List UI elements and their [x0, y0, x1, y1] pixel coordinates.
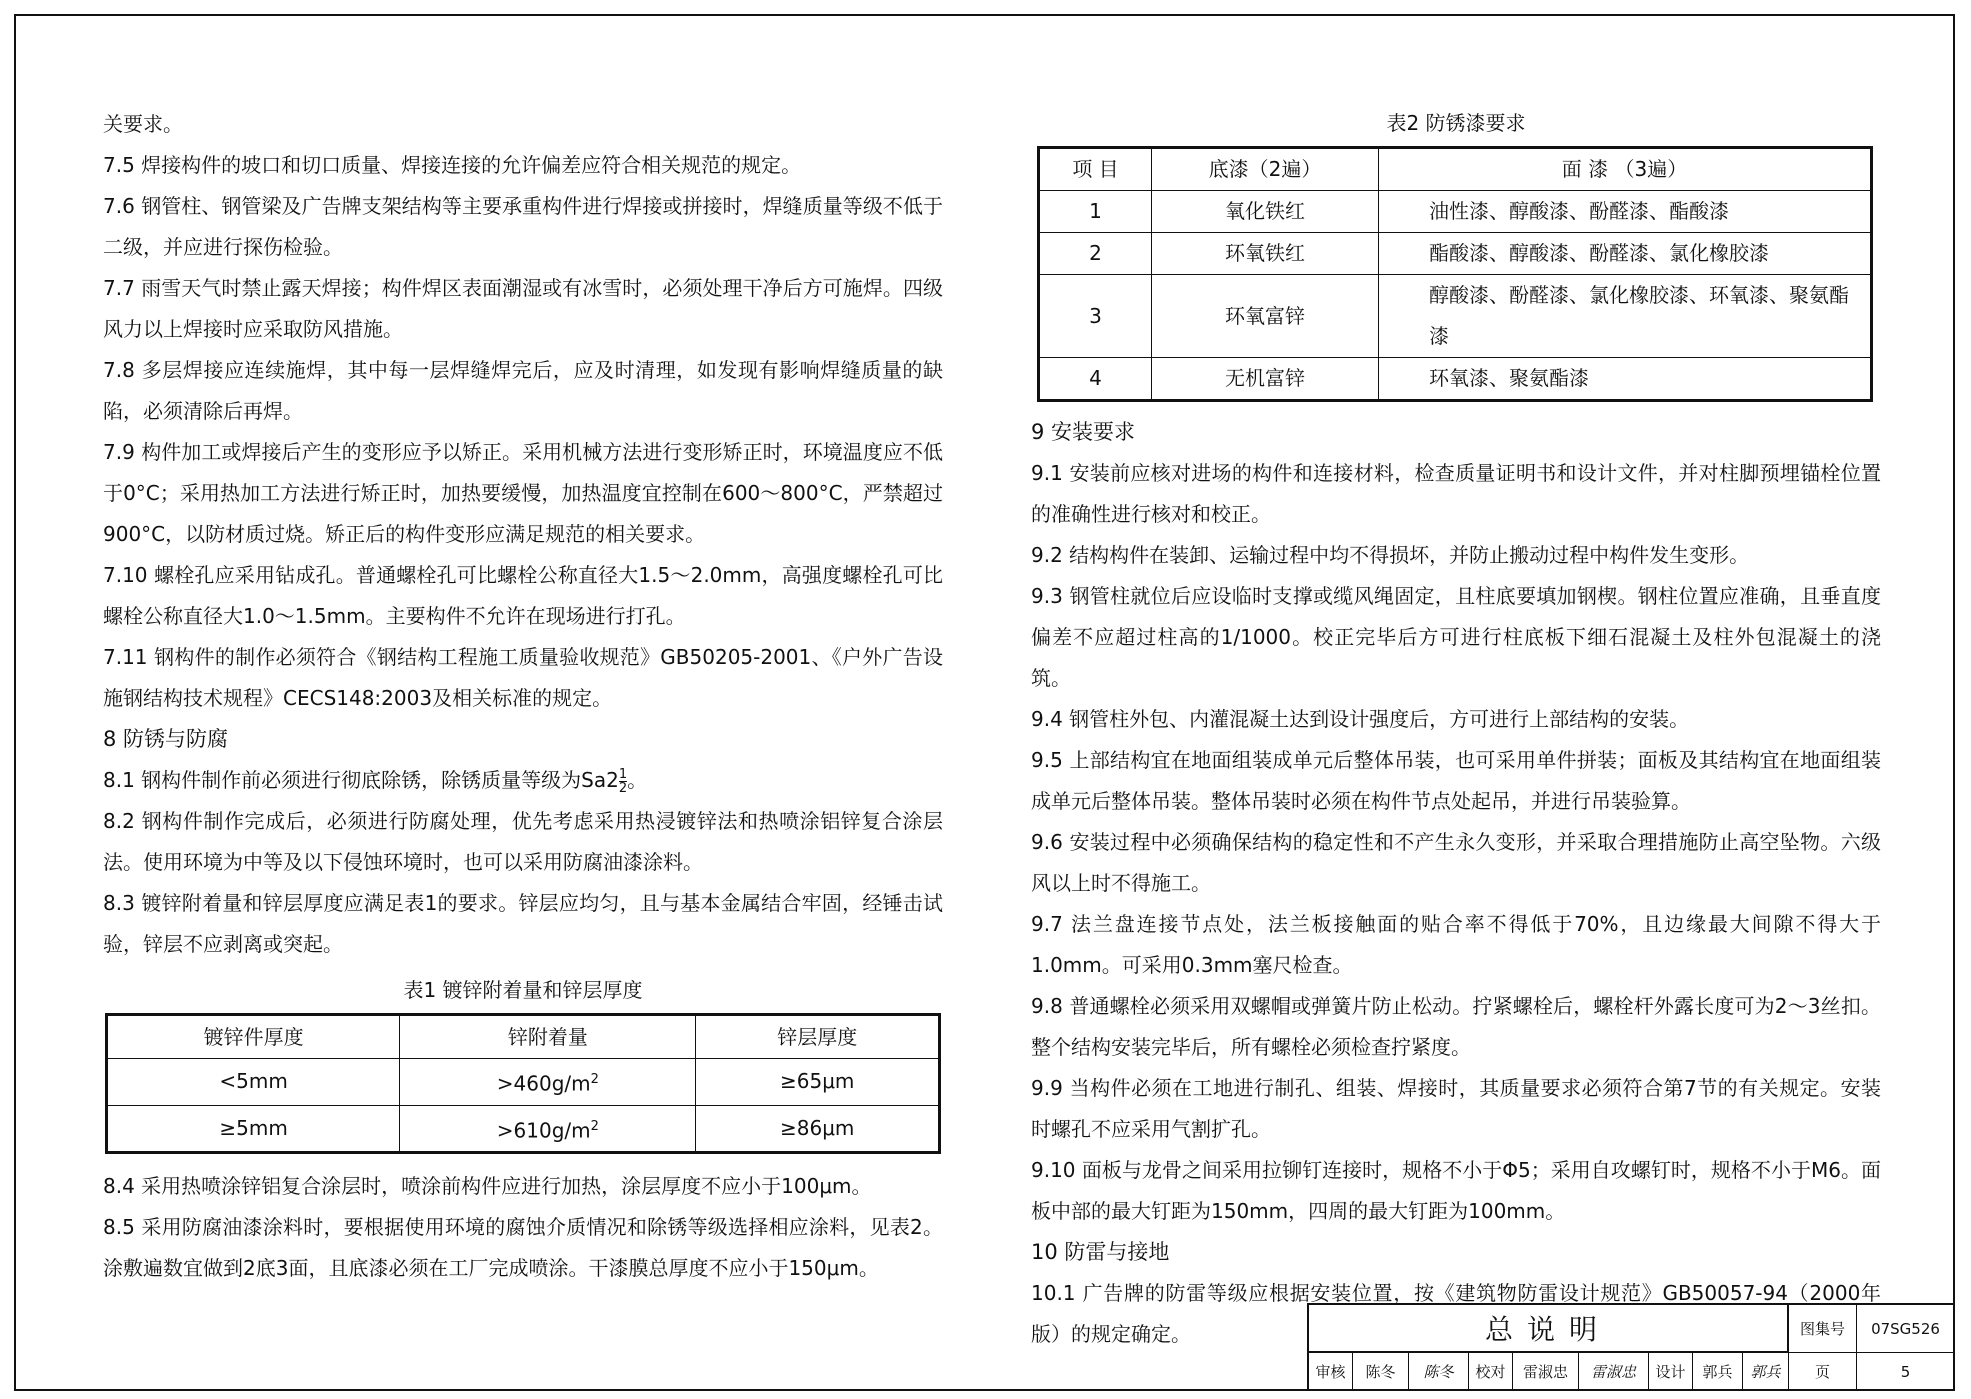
table-row: [1039, 358, 1872, 401]
paragraph-7-7: 7.7 雨雪天气时禁止露天焊接；构件焊区表面潮湿或有冰雪时，必须处理干净后方可施焊。四级风力以上焊接时应采取防风措施。: [103, 276, 943, 341]
paragraph-8-1-text: 8.1 钢构件制作前必须进行彻底除锈，除锈质量等级为Sa2: [103, 768, 619, 792]
paragraph-9-2: 9.2 结构构件在装卸、运输过程中均不得损坏，并防止搬动过程中构件发生变形。: [1031, 543, 1750, 567]
table-row: [1039, 275, 1872, 358]
table2-header-primer: 底漆（2遍）: [1152, 148, 1379, 191]
fraction-denominator: 2: [618, 781, 628, 796]
paragraph-10-1: 10.1 广告牌的防雷等级应根据安装位置，按《建筑物防雷设计规范》GB50057-94（2000年版）的规定确定。: [1031, 1281, 1881, 1346]
paragraph-7-8: 7.8 多层焊接应连续施焊，其中每一层焊缝焊完后，应及时清理，如发现有影响焊缝质量的缺陷，必须清除后再焊。: [103, 358, 943, 423]
amount-value: >610g/m: [496, 1118, 591, 1143]
table-header-row: [1039, 148, 1872, 191]
table2-cell-topcoat: 油性漆、醇酸漆、酚醛漆、酯酸漆: [1379, 191, 1872, 233]
review-label: 审核: [1309, 1353, 1353, 1391]
table-header-row: [107, 1015, 940, 1059]
amount-value: >460g/m: [496, 1071, 591, 1096]
fraction-half: [619, 768, 627, 795]
table2-cell-topcoat: 环氧漆、聚氨酯漆: [1379, 358, 1872, 401]
paragraph-8-4: 8.4 采用热喷涂锌铝复合涂层时，喷涂前构件应进行加热，涂层厚度不应小于100μm。: [103, 1174, 872, 1199]
table2-caption: 表2 防锈漆要求: [1386, 111, 1526, 135]
table1-header-amount: 锌附着量: [400, 1015, 696, 1059]
table2: [1037, 146, 1873, 402]
table-row: [107, 1105, 940, 1153]
paragraph-9-5: 9.5 上部结构宜在地面组装成单元后整体吊装，也可采用单件拼装；面板及其结构宜在地面组装成单元后整体吊装。整体吊装时必须在构件节点处起吊，并进行吊装验算。: [1031, 748, 1881, 813]
checker-name: 雷淑忠: [1513, 1353, 1579, 1391]
checker-signature: 雷淑忠: [1579, 1353, 1649, 1391]
paragraph-continuation: 关要求。: [103, 112, 183, 136]
table2-header-item: 项 目: [1039, 148, 1152, 191]
table2-cell-primer: 无机富锌: [1152, 358, 1379, 401]
paragraph-9-3: 9.3 钢管柱就位后应设临时支撑或缆风绳固定，且柱底要填加钢楔。钢柱位置应准确，且垂直度偏差不应超过柱高的1/1000。校正完毕后方可进行柱底板下细石混凝土及柱外包混凝土的浇筑。: [1031, 584, 1881, 690]
table-row: [1039, 191, 1872, 233]
page-number: 5: [1857, 1353, 1955, 1391]
table2-header-topcoat: 面 漆 （3遍）: [1379, 148, 1872, 191]
reviewer-signature: 陈冬: [1409, 1353, 1469, 1391]
fraction-numerator: 1: [618, 767, 628, 782]
paragraph-8-5: 8.5 采用防腐油漆涂料时，要根据使用环境的腐蚀介质情况和除锈等级选择相应涂料，见表2。涂敷遍数宜做到2底3面，且底漆必须在工厂完成喷涂。干漆膜总厚度不应小于150μm。: [103, 1215, 943, 1281]
design-label: 设计: [1649, 1353, 1693, 1391]
paragraph-7-10: 7.10 螺栓孔应采用钻成孔。普通螺栓孔可比螺栓公称直径大1.5～2.0mm，高强度螺栓孔可比螺栓公称直径大1.0～1.5mm。主要构件不允许在现场进行打孔。: [103, 563, 943, 628]
left-column: [103, 104, 943, 1289]
atlas-label: 图集号: [1789, 1305, 1857, 1353]
table1-cell-thickness: <5mm: [107, 1059, 400, 1106]
section-heading-10: 10 防雷与接地: [1031, 1240, 1170, 1264]
table2-cell-topcoat: 醇酸漆、酚醛漆、氯化橡胶漆、环氧漆、聚氨酯漆: [1379, 275, 1872, 358]
designer-signature: 郭兵: [1743, 1353, 1789, 1391]
paragraph-7-11: 7.11 钢构件的制作必须符合《钢结构工程施工质量验收规范》GB50205-2001、《户外广告设施钢结构技术规程》CECS148:2003及相关标准的规定。: [103, 645, 943, 710]
table2-cell-no: 2: [1039, 233, 1152, 275]
table2-cell-primer: 环氧富锌: [1152, 275, 1379, 358]
table1-cell-thickness: ≥5mm: [107, 1105, 400, 1153]
amount-exponent: 2: [590, 1072, 599, 1087]
table1-cell-amount: [400, 1059, 696, 1106]
paragraph-8-1-end: 。: [627, 768, 648, 792]
paragraph-9-1: 9.1 安装前应核对进场的构件和连接材料，检查质量证明书和设计文件，并对柱脚预埋锚栓位置的准确性进行核对和校正。: [1031, 461, 1881, 526]
paragraph-7-5: 7.5 焊接构件的坡口和切口质量、焊接连接的允许偏差应符合相关规范的规定。: [103, 153, 802, 177]
paragraph-9-4: 9.4 钢管柱外包、内灌混凝土达到设计强度后，方可进行上部结构的安装。: [1031, 707, 1690, 731]
check-label: 校对: [1469, 1353, 1513, 1391]
table2-cell-no: 1: [1039, 191, 1152, 233]
table1-cell-zinc: ≥65μm: [696, 1059, 940, 1106]
title-block: [1307, 1303, 1953, 1389]
table1-header-thickness: 镀锌件厚度: [107, 1015, 400, 1059]
drawing-title: 总说明: [1309, 1305, 1789, 1353]
paragraph-9-9: 9.9 当构件必须在工地进行制孔、组装、焊接时，其质量要求必须符合第7节的有关规定。安装时螺孔不应采用气割扩孔。: [1031, 1076, 1881, 1141]
paragraph-7-6: 7.6 钢管柱、钢管梁及广告牌支架结构等主要承重构件进行焊接或拼接时，焊缝质量等级不低于二级，并应进行探伤检验。: [103, 194, 943, 259]
section-heading-8: 8 防锈与防腐: [103, 727, 229, 751]
paragraph-8-3: 8.3 镀锌附着量和锌层厚度应满足表1的要求。锌层应均匀，且与基本金属结合牢固，经锤击试验，锌层不应剥离或突起。: [103, 891, 943, 956]
paragraph-9-7: 9.7 法兰盘连接节点处，法兰板接触面的贴合率不得低于70%，且边缘最大间隙不得大于1.0mm。可采用0.3mm塞尺检查。: [1031, 912, 1881, 977]
reviewer-name: 陈冬: [1353, 1353, 1409, 1391]
right-column: [1031, 108, 1881, 1355]
table2-cell-no: 3: [1039, 275, 1152, 358]
table1: [105, 1013, 941, 1154]
table1-cell-zinc: ≥86μm: [696, 1105, 940, 1153]
paragraph-9-6: 9.6 安装过程中必须确保结构的稳定性和不产生永久变形，并采取合理措施防止高空坠物。六级风以上时不得施工。: [1031, 830, 1881, 895]
table1-caption: 表1 镀锌附着量和锌层厚度: [403, 978, 643, 1002]
paragraph-9-10: 9.10 面板与龙骨之间采用拉铆钉连接时，规格不小于Φ5；采用自攻螺钉时，规格不小于M6。面板中部的最大钉距为150mm，四周的最大钉距为100mm。: [1031, 1158, 1881, 1223]
paragraph-9-8: 9.8 普通螺栓必须采用双螺帽或弹簧片防止松动。拧紧螺栓后，螺栓杆外露长度可为2～3丝扣。整个结构安装完毕后，所有螺栓必须检查拧紧度。: [1031, 994, 1881, 1059]
table-row: [1039, 233, 1872, 275]
table1-cell-amount: [400, 1105, 696, 1153]
paragraph-7-9: 7.9 构件加工或焊接后产生的变形应予以矫正。采用机械方法进行变形矫正时，环境温度应不低于0°C；采用热加工方法进行矫正时，加热要缓慢，加热温度宜控制在600～800°C，严禁超过900°C，以防材质过烧。矫正后的构件变形应满足规范的相关要求。: [103, 440, 943, 546]
table-row: [107, 1059, 940, 1106]
table2-cell-primer: 环氧铁红: [1152, 233, 1379, 275]
designer-name: 郭兵: [1693, 1353, 1743, 1391]
paragraph-8-2: 8.2 钢构件制作完成后，必须进行防腐处理，优先考虑采用热浸镀锌法和热喷涂铝锌复合涂层法。使用环境为中等及以下侵蚀环境时，也可以采用防腐油漆涂料。: [103, 809, 943, 874]
atlas-number: 07SG526: [1857, 1305, 1955, 1353]
amount-exponent: 2: [590, 1118, 599, 1134]
section-heading-9: 9 安装要求: [1031, 420, 1136, 444]
paragraph-8-1: [103, 760, 943, 801]
table2-cell-primer: 氧化铁红: [1152, 191, 1379, 233]
table1-header-zinc: 锌层厚度: [696, 1015, 940, 1059]
page-label: 页: [1789, 1353, 1857, 1391]
table2-cell-no: 4: [1039, 358, 1152, 401]
table2-cell-topcoat: 酯酸漆、醇酸漆、酚醛漆、氯化橡胶漆: [1379, 233, 1872, 275]
